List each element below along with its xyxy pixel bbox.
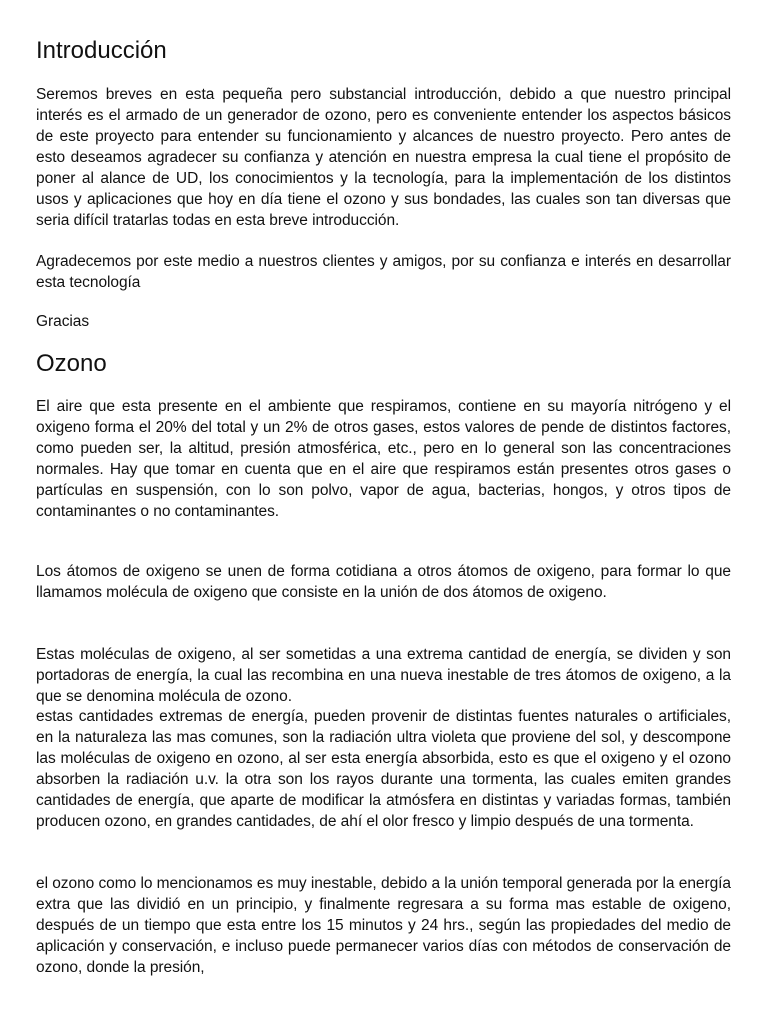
intro-paragraph-2: Agradecemos por este medio a nuestros clientes y amigos, por su confianza e interés en desarrollar esta tecnología bbox=[36, 253, 731, 291]
intro-paragraph-1: Seremos breves en esta pequeña pero substancial introducción, debido a que nuestro principal interés es el armado de un generador de ozono, pero es conveniente entender los aspectos básicos de este proyecto para entender su funcionamiento y alcances de nuestro proyecto. Pero antes de esto deseamos agradecer su confianza y atención en nuestra empresa la cual tiene el propósito de poner al alance de UD, los conocimientos y la tecnología, para la implementación de los distintos usos y aplicaciones que hoy en día tiene el ozono y sus bondades, las cuales son tan diversas que seria difícil tratarlas todas en esta breve introducción. bbox=[36, 86, 731, 229]
ozono-heading: Ozono bbox=[36, 350, 107, 377]
ozono-paragraph-1: El aire que esta presente en el ambiente que respiramos, contiene en su mayoría nitrógeno y el oxigeno forma el 20% del total y un 2% de otros gases, estos valores de pende de distintos factores, como pueden ser, la altitud, presión atmosférica, etc., pero en lo general son las concentraciones normales. Hay que tomar en cuenta que en el aire que respiramos están presentes otros gases o partículas en suspensión, con lo son polvo, vapor de agua, bacterias, hongos, y otros tipos de contaminantes o no contaminantes. bbox=[36, 398, 731, 520]
ozono-paragraph-3: Estas moléculas de oxigeno, al ser sometidas a una extrema cantidad de energía, se dividen y son portadoras de energía, la cual las recombina en una nueva inestable de tres átomos de oxigeno, a la que se denomina molécula de ozono. bbox=[36, 646, 731, 705]
intro-heading: Introducción bbox=[36, 37, 167, 64]
intro-closing: Gracias bbox=[36, 313, 90, 330]
ozono-paragraph-5: el ozono como lo mencionamos es muy inestable, debido a la unión temporal generada por la energía extra que las dividió en un principio, y finalmente regresara a su forma mas estable de oxigeno, después de un tiempo que esta entre los 15 minutos y 24 hrs., según las propiedades del medio de aplicación y conservación, e incluso puede permanecer varios días con métodos de conservación de ozono, donde la presión, bbox=[36, 875, 731, 976]
ozono-paragraph-4: estas cantidades extremas de energía, pueden provenir de distintas fuentes naturales o artificiales, en la naturaleza las mas comunes, son la radiación ultra violeta que proviene del sol, y descompone las moléculas de oxigeno en ozono, al ser esta energía absorbida, esto es que el oxigeno y el ozono absorben la radiación u.v. la otra son los rayos durante una tormenta, las cuales emiten grandes cantidades de energía, que aparte de modificar la atmósfera en distintas y variadas formas, también producen ozono, en grandes cantidades, de ahí el olor fresco y limpio después de una tormenta. bbox=[36, 708, 731, 830]
ozono-paragraph-2: Los átomos de oxigeno se unen de forma cotidiana a otros átomos de oxigeno, para formar lo que llamamos molécula de oxigeno que consiste en la unión de dos átomos de oxigeno. bbox=[36, 563, 731, 601]
